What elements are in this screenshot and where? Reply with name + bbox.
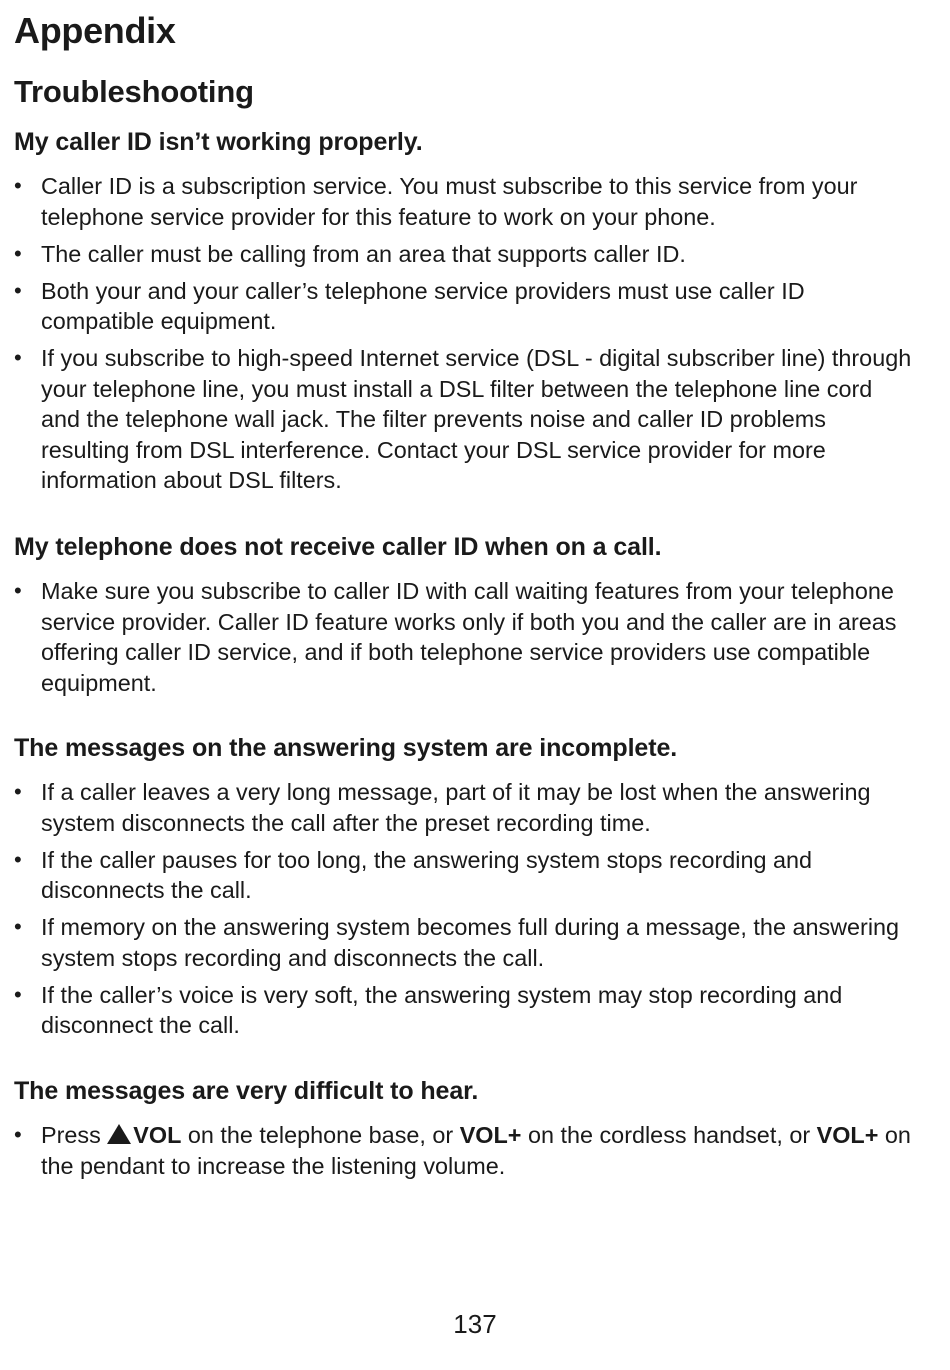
topic-heading: My telephone does not receive caller ID when on a call. xyxy=(14,533,662,561)
topic-messages-hard-to-hear xyxy=(14,1076,914,1181)
list-item: • Make sure you subscribe to caller ID with call waiting features from your telephone service provider. Caller ID feature works only if both you and the caller are in areas offering caller ID service, and if both telephone service providers use compatible equipment. xyxy=(14,576,914,698)
list-item: • If memory on the answering system becomes full during a message, the answering system stops recording and disconnects the call. xyxy=(14,912,914,973)
topic-messages-incomplete xyxy=(14,733,914,1041)
bullet-list xyxy=(14,171,914,496)
list-item: • Both your and your caller’s telephone service providers must use caller ID compatible equipment. xyxy=(14,276,914,337)
list-item: • If the caller pauses for too long, the answering system stops recording and disconnects the call. xyxy=(14,845,914,906)
vol-plus-key-label-pendant: VOL+ xyxy=(816,1122,879,1148)
list-item: • If a caller leaves a very long message, part of it may be lost when the answering system disconnects the call after the preset recording time. xyxy=(14,777,914,838)
bullet-list xyxy=(14,1120,914,1181)
handset-text: on the cordless handset, or xyxy=(527,1122,811,1148)
vol-plus-key-label: VOL+ xyxy=(459,1122,522,1148)
topic-heading: My caller ID isn’t working properly. xyxy=(14,128,423,156)
bullet-list xyxy=(14,777,914,1041)
vol-key-label xyxy=(107,1122,181,1148)
list-item: • If you subscribe to high-speed Internet service (DSL - digital subscriber line) through your telephone line, you must install a DSL filter between the telephone line cord and the telephone wall jack. The filter prevents noise and caller ID problems resulting from DSL interference. Contact your DSL service provider for more information about DSL filters. xyxy=(14,343,914,496)
list-item xyxy=(14,1120,914,1181)
page-number: 137 xyxy=(453,1309,497,1339)
press-text: Press xyxy=(41,1122,101,1148)
section-title: Troubleshooting xyxy=(14,74,254,109)
chapter-title: Appendix xyxy=(14,10,176,51)
topic-no-caller-id-on-call xyxy=(14,532,914,698)
topic-heading: The messages are very difficult to hear. xyxy=(14,1077,479,1105)
topic-caller-id-not-working xyxy=(14,127,914,496)
up-triangle-icon xyxy=(107,1124,131,1144)
list-item: • If the caller’s voice is very soft, the answering system may stop recording and disconnect the call. xyxy=(14,980,914,1041)
list-item: • The caller must be calling from an area that supports caller ID. xyxy=(14,239,914,270)
list-item: • Caller ID is a subscription service. You must subscribe to this service from your telephone service provider for this feature to work on your phone. xyxy=(14,171,914,232)
pendant-text: on the pendant to increase the listening volume. xyxy=(41,1122,911,1179)
topic-heading: The messages on the answering system are incomplete. xyxy=(14,734,678,762)
base-text: on the telephone base, or xyxy=(187,1122,454,1148)
bullet-list xyxy=(14,576,914,698)
vol-key-text: VOL xyxy=(133,1122,182,1148)
